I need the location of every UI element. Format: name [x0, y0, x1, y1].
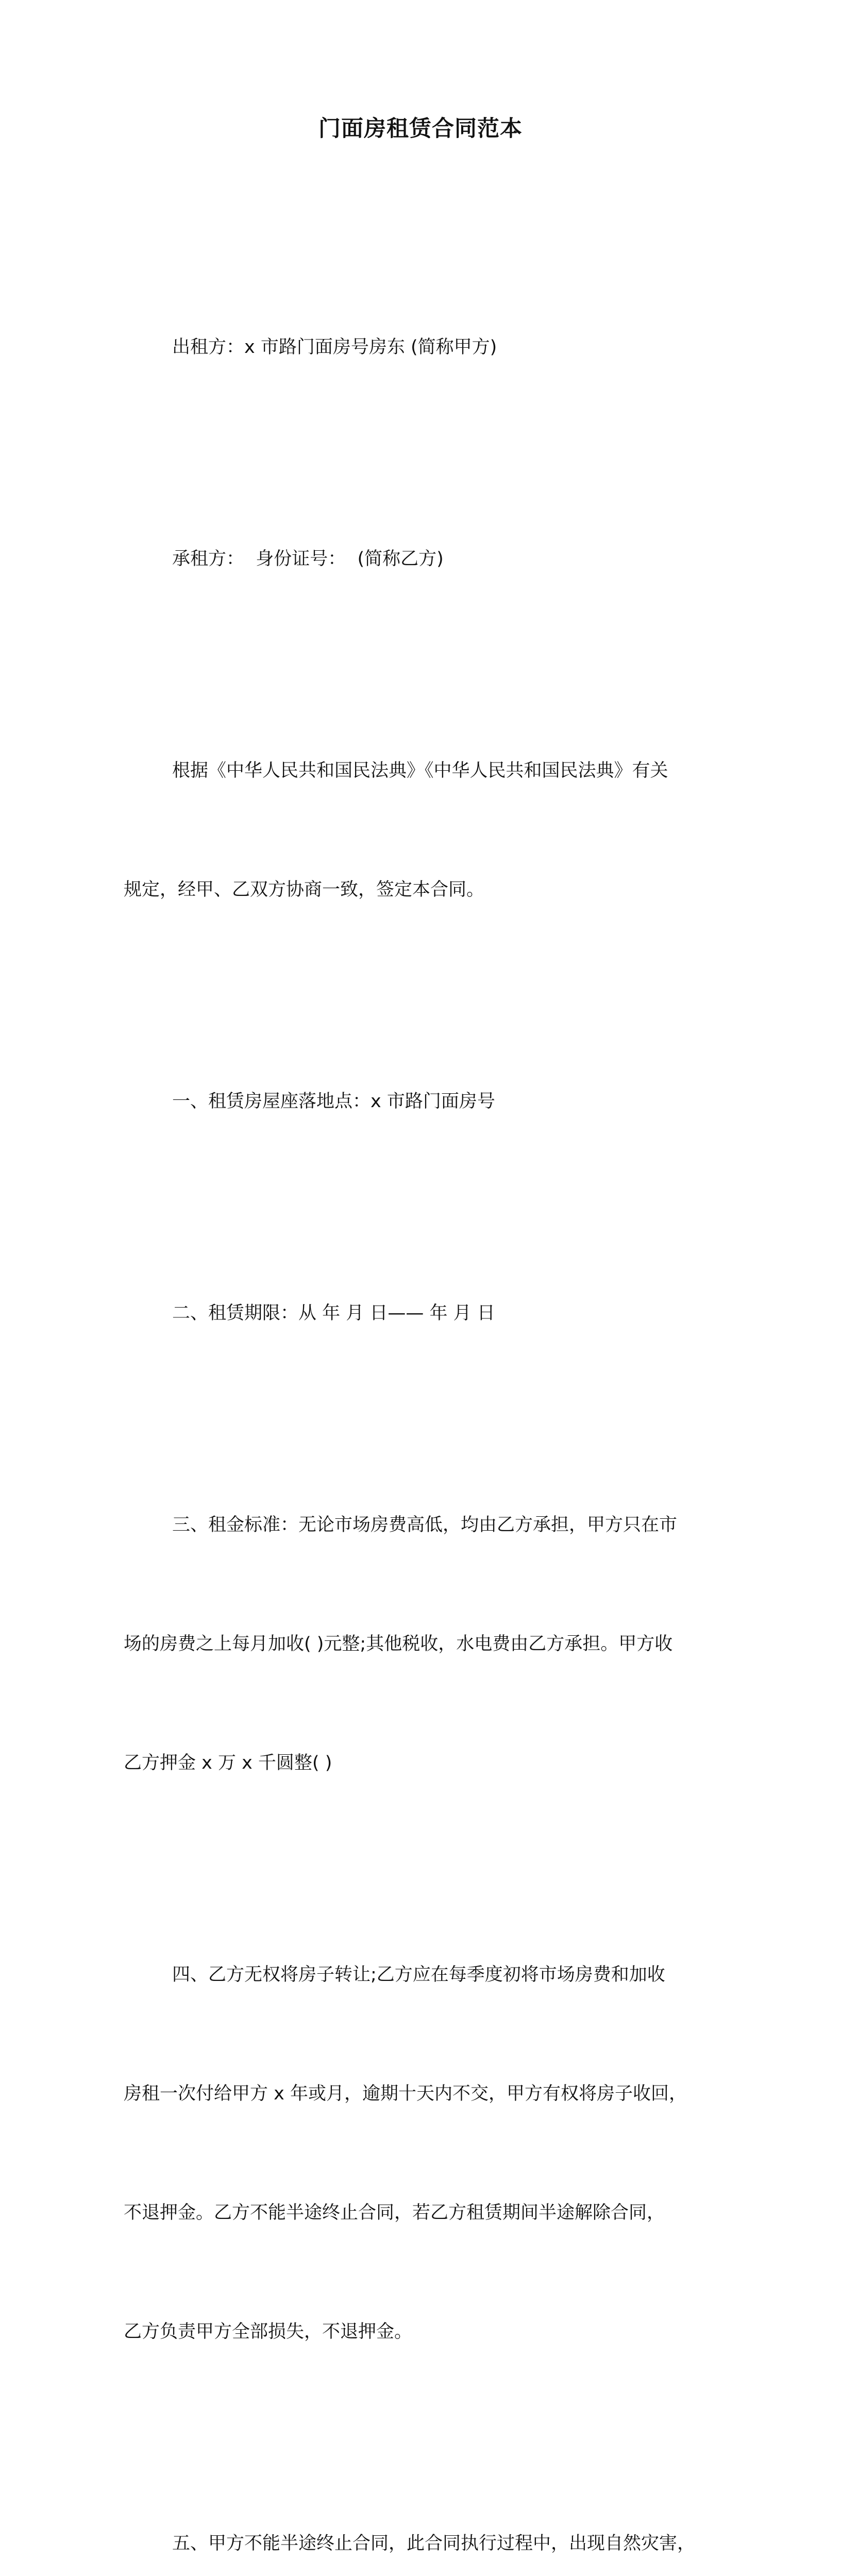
paragraph-line: 三、租金标准：无论市场房费高低，均由乙方承担，甲方只在市 — [172, 1515, 678, 1535]
paragraph-clause-3 — [124, 1426, 721, 1862]
paragraph-line: 一、租赁房屋座落地点：x 市路门面房号 — [172, 1091, 495, 1112]
paragraph-line: 五、甲方不能半途终止合同，此合同执行过程中，出现自然灾害， — [172, 2533, 696, 2554]
paragraph-line: 场的房费之上每月加收( )元整;其他税收，水电费由乙方承担。甲方收 — [124, 1634, 673, 1654]
document-title: 门面房租赁合同范本 — [318, 116, 523, 142]
paragraph-line: 承租方： 身份证号： (简称乙方) — [172, 549, 444, 569]
paragraph-lessor — [124, 248, 721, 447]
paragraph-clause-1 — [124, 1003, 721, 1201]
paragraph-line: 二、租赁期限：从 年 月 日—— 年 月 日 — [172, 1303, 495, 1324]
paragraph-line: 乙方负责甲方全部损失，不退押金。 — [124, 2321, 413, 2342]
paragraph-clause-5 — [124, 2445, 721, 2576]
paragraph-line: 四、乙方无权将房子转让;乙方应在每季度初将市场房费和加收 — [172, 1964, 665, 1985]
paragraph-line: 出租方：x 市路门面房号房东 (简称甲方) — [172, 337, 497, 358]
paragraph-line: 乙方押金 x 万 x 千圆整( ) — [124, 1753, 332, 1773]
paragraph-basis — [124, 672, 721, 989]
paragraph-clause-2 — [124, 1214, 721, 1413]
paragraph-line: 规定，经甲、乙双方协商一致，签定本合同。 — [124, 879, 485, 900]
paragraph-line: 房租一次付给甲方 x 年或月，逾期十天内不交，甲方有权将房子收回， — [124, 2083, 687, 2104]
document-body — [124, 248, 721, 2576]
paragraph-lessee — [124, 460, 721, 658]
paragraph-clause-4 — [124, 1876, 721, 2431]
paragraph-line: 根据《中华人民共和国民法典》《中华人民共和国民法典》有关 — [172, 760, 668, 781]
paragraph-line: 不退押金。乙方不能半途终止合同，若乙方租赁期间半途解除合同， — [124, 2202, 665, 2223]
